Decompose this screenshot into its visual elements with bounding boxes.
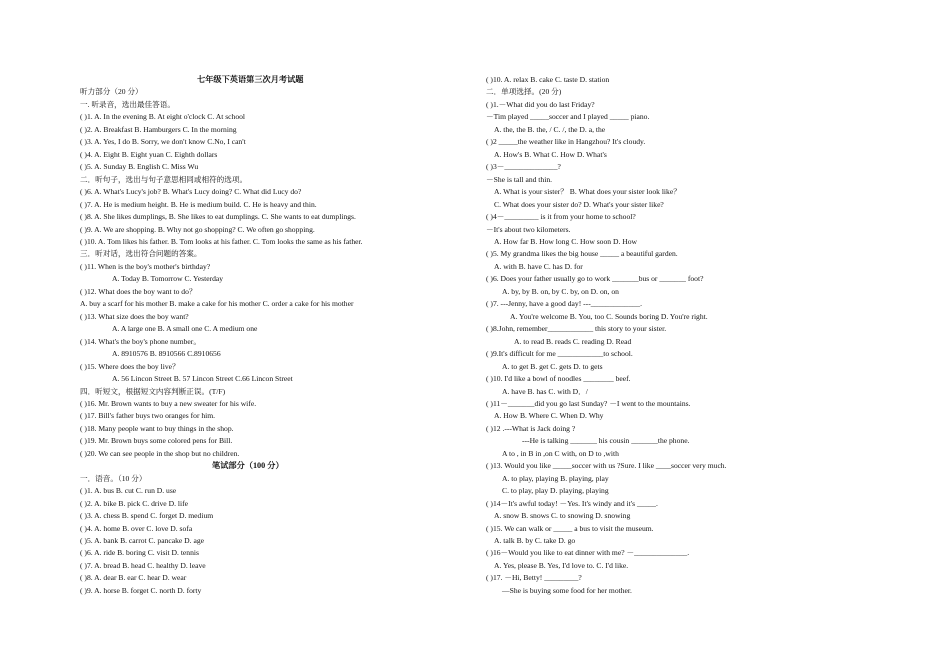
exam-line: ( )11－_______did you go last Sunday? －I went to the mountains. xyxy=(486,398,691,408)
exam-line: A. buy a scarf for his mother B. make a cake for his mother C. order a cake for his mother xyxy=(80,299,354,309)
exam-line: A. How's B. What C. How D. What's xyxy=(494,149,607,159)
exam-line: ( )17. －Hi, Betty! _________? xyxy=(486,573,582,583)
exam-line: ( )8. A. She likes dumplings, B. She likes to eat dumplings. C. She wants to eat dumplings. xyxy=(80,212,356,222)
exam-line: A. to read B. reads C. reading D. Read xyxy=(514,336,632,346)
exam-line: ( )10. A. Tom likes his father. B. Tom looks at his father. C. Tom looks the same as his father. xyxy=(80,236,363,246)
exam-line: A. A large one B. A small one C. A medium one xyxy=(112,324,258,334)
exam-line: A. 8910576 B. 8910566 C.8910656 xyxy=(112,349,221,359)
exam-line: ( )5. My grandma likes the big house _____ a beautiful garden. xyxy=(486,249,678,259)
exam-line: ( )13. What size does the boy want? xyxy=(80,311,189,321)
exam-line: ( )15. We can walk or _____ a bus to visit the museum. xyxy=(486,523,654,533)
exam-line: ( )14－It's awful today! －Yes. It's windy and it's _____. xyxy=(486,498,658,508)
exam-line: ( )16－Would you like to eat dinner with me? －______________. xyxy=(486,548,690,558)
exam-line: ( )3. A. Yes, I do B. Sorry, we don't know C.No, I can't xyxy=(80,137,246,147)
exam-line: ( )20. We can see people in the shop but no children. xyxy=(80,448,240,458)
exam-line: ( )8.John, remember____________ this story to your sister. xyxy=(486,324,667,334)
exam-line: ( )10. I'd like a bowl of noodles ________ beef. xyxy=(486,374,631,384)
exam-line: ( )19. Mr. Brown buys some colored pens for Bill. xyxy=(80,436,233,446)
exam-line: ( )8. A. dear B. ear C. hear D. wear xyxy=(80,573,187,583)
exam-line: ( )10. A. relax B. cake C. taste D. station xyxy=(486,75,610,84)
exam-line: 四．听短文，根据短文内容判断正误。(T/F) xyxy=(80,386,226,396)
exam-line: ( )3. A. chess B. spend C. forget D. medium xyxy=(80,511,214,521)
exam-line: A. the, the B. the, / C. /, the D. a, the xyxy=(494,124,606,134)
exam-line: ---He is talking _______ his cousin _______the phone. xyxy=(522,436,690,446)
exam-line: ( )12 .---What is Jack doing ? xyxy=(486,423,576,433)
exam-line: A. Today B. Tomorrow C. Yesterday xyxy=(112,274,224,284)
exam-line: 三．听对话，选出符合问题的答案。 xyxy=(80,249,202,259)
exam-line: －She is tall and thin. xyxy=(486,174,553,184)
exam-line: 听力部分（20 分） xyxy=(80,87,143,97)
exam-line: ( )18. Many people want to buy things in the shop. xyxy=(80,423,234,433)
exam-line: ( )2. A. Breakfast B. Hamburgers C. In the morning xyxy=(80,124,237,134)
exam-line: ( )14. What's the boy's phone number。 xyxy=(80,336,201,346)
exam-line: A. How far B. How long C. How soon D. How xyxy=(494,236,638,246)
exam-line: A. What is your sister？ B. What does your sister look like？ xyxy=(494,187,681,197)
exam-line: ( )11. When is the boy's mother's birthday? xyxy=(80,261,211,271)
exam-line: ( )5. A. Sunday B. English C. Miss Wu xyxy=(80,162,199,172)
section-title: 七年级下英语第三次月考试题 xyxy=(197,75,304,84)
exam-line: A to , in B in ,on C with, on D to ,with xyxy=(502,448,619,458)
exam-line: ( )9. A. horse B. forget C. north D. forty xyxy=(80,585,202,595)
exam-line: ( )7. A. He is medium height. B. He is medium build. C. He is heavy and thin. xyxy=(80,199,317,209)
exam-line: ( )5. A. bank B. carrot C. pancake D. age xyxy=(80,536,204,546)
exam-line: ( )12. What does the boy want to do？ xyxy=(80,286,197,296)
exam-line: ( )9.It's difficult for me ____________to school. xyxy=(486,349,633,359)
exam-line: 二．单项选择。(20 分) xyxy=(486,87,562,97)
exam-line: A. by, by B. on, by C. by, on D. on, on xyxy=(502,286,619,296)
exam-line: ( )9. A. We are shopping. B. Why not go shopping? C. We often go shopping. xyxy=(80,224,315,234)
exam-line: ( )2 _____the weather like in Hangzhou? It's cloudy. xyxy=(486,137,646,147)
exam-line: ( )7. A. bread B. head C. healthy D. leave xyxy=(80,560,206,570)
exam-line: A. How B. Where C. When D. Why xyxy=(494,411,604,421)
exam-line: C. to play, play D. playing, playing xyxy=(502,486,609,496)
exam-line: ( )1.－What did you do last Friday? xyxy=(486,99,595,109)
exam-line: A. with B. have C. has D. for xyxy=(494,261,583,271)
exam-line: A. to get B. get C. gets D. to gets xyxy=(502,361,603,371)
exam-line: ( )2. A. bike B. pick C. drive D. life xyxy=(80,498,188,508)
exam-line: －Tim played _____soccer and I played _____ piano. xyxy=(486,112,650,122)
exam-line: A. You're welcome B. You, too C. Sounds boring D. You're right. xyxy=(510,311,708,321)
exam-line: A. talk B. by C. take D. go xyxy=(494,536,576,546)
exam-line: ( )1. A. In the evening B. At eight o'clock C. At school xyxy=(80,112,246,122)
exam-line: A. 56 Lincon Street B. 57 Lincon Street C.66 Lincon Street xyxy=(112,374,293,384)
exam-line: ( )6. A. What's Lucy's job? B. What's Lucy doing? C. What did Lucy do? xyxy=(80,187,302,197)
exam-line: ( )7. ---Jenny, have a good day! ---_____________. xyxy=(486,299,642,309)
exam-line: C. What does your sister do? D. What's your sister like? xyxy=(494,199,664,209)
exam-line: ( )6. A. ride B. boring C. visit D. tennis xyxy=(80,548,199,558)
exam-line: ( )15. Where does the boy live？ xyxy=(80,361,180,371)
exam-line: A. to play, playing B. playing, play xyxy=(502,473,609,483)
exam-line: ( )17. Bill's father buys two oranges for him. xyxy=(80,411,216,421)
exam-line: A. Yes, please B. Yes, I'd love to. C. I'd like. xyxy=(494,560,629,570)
exam-line: ( )3－______________? xyxy=(486,162,561,172)
exam-line: －It's about two kilometers. xyxy=(486,224,571,234)
exam-line: ( )4. A. Eight B. Eight yuan C. Eighth dollars xyxy=(80,149,218,159)
section-title: 笔试部分（100 分） xyxy=(212,461,284,471)
exam-line: 一. 听录音，选出最佳答语。 xyxy=(80,99,175,109)
exam-line: —She is buying some food for her mother. xyxy=(502,585,632,595)
exam-line: ( )6. Does your father usually go to work _______bus or _______ foot? xyxy=(486,274,704,284)
exam-line: ( )13. Would you like _____soccer with us ?Sure. I like ____soccer very much. xyxy=(486,461,727,471)
exam-line: ( )4. A. home B. over C. love D. sofa xyxy=(80,523,193,533)
exam-line: A. snow B. snows C. to snowing D. snowing xyxy=(494,511,631,521)
exam-line: ( )4－_________ is it from your home to school? xyxy=(486,212,636,222)
exam-line: 一．语音。（10 分） xyxy=(80,473,147,483)
exam-line: 二．听句子，选出与句子意思相同或相符的选项。 xyxy=(80,174,248,184)
exam-line: ( )16. Mr. Brown wants to buy a new sweater for his wife. xyxy=(80,398,257,408)
exam-line: A. have B. has C. with D．/ xyxy=(502,386,588,396)
exam-line: ( )1. A. bus B. cut C. run D. use xyxy=(80,486,177,496)
